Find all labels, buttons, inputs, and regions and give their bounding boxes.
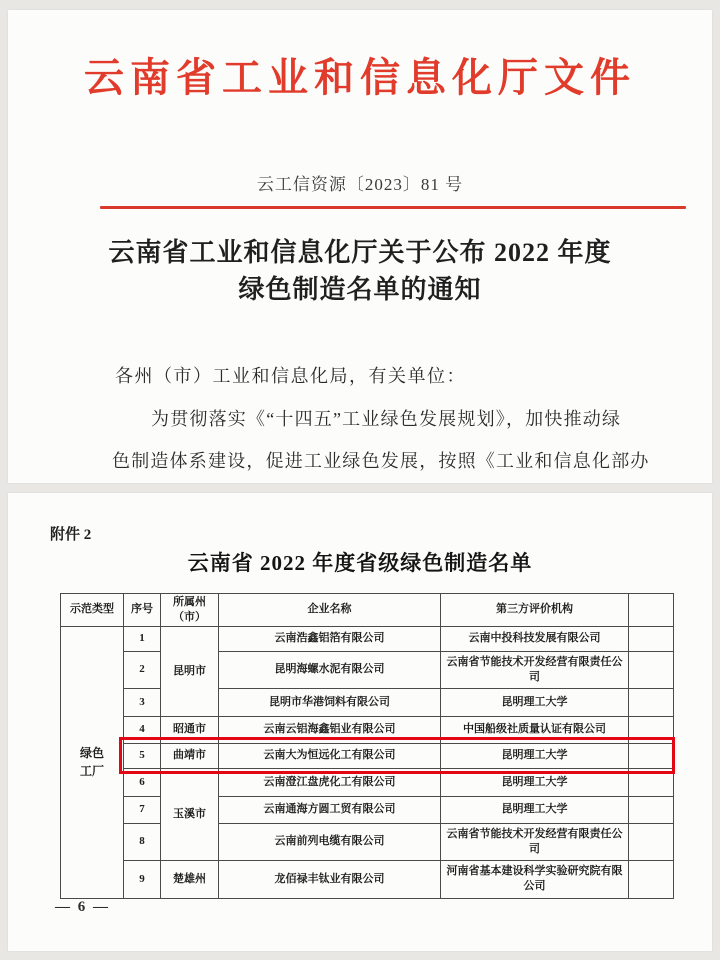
table-row <box>61 688 674 716</box>
table-row <box>61 823 674 860</box>
table-header-row <box>61 594 674 627</box>
table-row <box>61 768 674 796</box>
blank-cell <box>629 651 674 688</box>
blank-cell <box>629 626 674 651</box>
company-cell: 龙佰禄丰钛业有限公司 <box>219 860 441 898</box>
category-line2: 工厂 <box>79 764 104 779</box>
blank-cell <box>629 768 674 796</box>
header-index: 序号 <box>124 594 161 627</box>
category-line1: 绿色 <box>79 746 104 761</box>
row-index: 4 <box>124 716 161 743</box>
row-index: 1 <box>124 626 161 651</box>
body-paragraph-line2: 色制造体系建设，促进工业绿色发展，按照《工业和信息化部办 <box>112 451 650 471</box>
company-cell: 昆明海螺水泥有限公司 <box>219 651 441 688</box>
list-title: 云南省 2022 年度省级绿色制造名单 <box>187 551 533 575</box>
evaluator-cell: 昆明理工大学 <box>441 688 629 716</box>
row-index: 3 <box>124 688 161 716</box>
blank-cell <box>629 823 674 860</box>
header-company: 企业名称 <box>219 594 441 627</box>
region-cell: 昆明市 <box>161 626 219 716</box>
region-cell: 曲靖市 <box>161 743 219 768</box>
document-number: 云工信资源〔2023〕81 号 <box>256 175 464 194</box>
row-index: 9 <box>124 860 161 898</box>
document-title-line1: 云南省工业和信息化厅关于公布 2022 年度 <box>108 238 612 267</box>
evaluator-cell: 云南省节能技术开发经营有限责任公司 <box>441 823 629 860</box>
table-row <box>61 626 674 651</box>
header-type: 示范类型 <box>61 594 124 627</box>
table-row-highlighted <box>61 743 674 768</box>
page-number: — 6 — <box>55 899 110 915</box>
salutation: 各州（市）工业和信息化局，有关单位： <box>115 366 466 386</box>
table-row <box>61 796 674 823</box>
row-index: 6 <box>124 768 161 796</box>
blank-cell <box>629 716 674 743</box>
attachment-label: 附件 2 <box>50 527 92 543</box>
header-region: 所属州（市） <box>161 594 219 627</box>
table-row <box>61 860 674 898</box>
evaluator-cell: 昆明理工大学 <box>441 768 629 796</box>
row-index: 5 <box>124 743 161 768</box>
evaluator-cell: 云南省节能技术开发经营有限责任公司 <box>441 651 629 688</box>
company-cell: 云南澄江盘虎化工有限公司 <box>219 768 441 796</box>
header-blank <box>629 594 674 627</box>
evaluator-cell: 河南省基本建设科学实验研究院有限公司 <box>441 860 629 898</box>
row-index: 2 <box>124 651 161 688</box>
evaluator-cell: 云南中投科技发展有限公司 <box>441 626 629 651</box>
row-index: 7 <box>124 796 161 823</box>
region-cell: 玉溪市 <box>161 768 219 860</box>
region-cell: 昭通市 <box>161 716 219 743</box>
blank-cell <box>629 860 674 898</box>
letterhead-rule <box>100 206 686 209</box>
header-evaluator: 第三方评价机构 <box>441 594 629 627</box>
page-1 <box>8 10 712 483</box>
body-paragraph-line1: 为贯彻落实《“十四五”工业绿色发展规划》，加快推动绿 <box>151 409 622 429</box>
page-2 <box>8 493 712 951</box>
evaluator-cell: 昆明理工大学 <box>441 796 629 823</box>
document-title-line2: 绿色制造名单的通知 <box>238 275 482 304</box>
company-cell: 云南前列电缆有限公司 <box>219 823 441 860</box>
category-cell <box>61 626 124 898</box>
table-row <box>61 716 674 743</box>
evaluator-cell: 中国船级社质量认证有限公司 <box>441 716 629 743</box>
company-cell: 云南浩鑫铝箔有限公司 <box>219 626 441 651</box>
green-manufacturing-table <box>60 593 673 899</box>
blank-cell <box>629 688 674 716</box>
agency-letterhead-title: 云南省工业和信息化厅文件 <box>84 55 636 100</box>
region-cell: 楚雄州 <box>161 860 219 898</box>
row-index: 8 <box>124 823 161 860</box>
company-cell: 云南云铝海鑫铝业有限公司 <box>219 716 441 743</box>
company-cell: 昆明市华港饲料有限公司 <box>219 688 441 716</box>
blank-cell <box>629 796 674 823</box>
evaluator-cell: 昆明理工大学 <box>441 743 629 768</box>
company-cell: 云南通海方圆工贸有限公司 <box>219 796 441 823</box>
company-cell: 云南大为恒远化工有限公司 <box>219 743 441 768</box>
table-row <box>61 651 674 688</box>
document-title <box>8 234 712 308</box>
blank-cell <box>629 743 674 768</box>
